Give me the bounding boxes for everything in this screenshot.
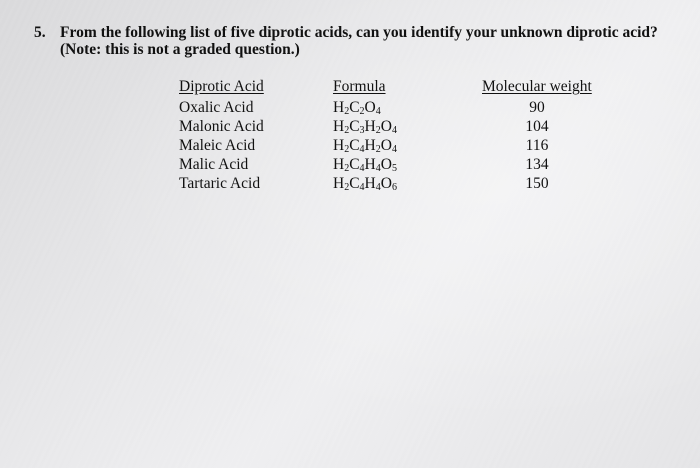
formula-subscript: 4: [359, 144, 365, 155]
formula-element: H: [333, 118, 345, 135]
acid-molecular-weight: 150: [525, 175, 549, 192]
formula-element: C: [349, 137, 360, 154]
formula-element: C: [349, 156, 360, 173]
formula-element: O: [380, 118, 392, 135]
header-molecular-weight: Molecular weight: [482, 78, 592, 95]
formula-subscript: 2: [344, 144, 350, 155]
formula-subscript: 2: [359, 106, 365, 117]
question-line-1: [34, 24, 684, 41]
formula-element: H: [364, 137, 376, 154]
acid-molecular-weight: 104: [525, 118, 549, 135]
acid-name: Tartaric Acid: [179, 175, 261, 192]
acid-formula: [333, 136, 397, 155]
formula-subscript: 2: [375, 144, 381, 155]
acid-name: Malic Acid: [179, 156, 249, 173]
formula-element: O: [380, 137, 392, 154]
formula-subscript: 3: [359, 125, 365, 136]
formula-element: O: [380, 175, 392, 192]
formula-element: H: [364, 118, 376, 135]
question-text: From the following list of five diprotic acids, can you identify your unknown diprotic acid?: [60, 24, 658, 41]
formula-subscript: 4: [359, 182, 365, 193]
header-diprotic-acid: Diprotic Acid: [179, 78, 264, 95]
formula-subscript: 2: [344, 106, 350, 117]
acid-formula: [333, 117, 397, 136]
acid-molecular-weight: 116: [525, 137, 549, 154]
formula-subscript: 4: [375, 182, 381, 193]
acid-molecular-weight: 90: [529, 99, 545, 116]
formula-element: C: [349, 118, 360, 135]
formula-subscript: 5: [391, 163, 397, 174]
formula-subscript: 6: [391, 182, 397, 193]
formula-subscript: 4: [375, 106, 381, 117]
formula-element: C: [349, 175, 360, 192]
formula-subscript: 2: [375, 125, 381, 136]
acid-name: Oxalic Acid: [179, 99, 254, 116]
header-formula: Formula: [333, 78, 386, 95]
question-block: [34, 24, 684, 58]
formula-subscript: 4: [375, 163, 381, 174]
formula-subscript: 2: [344, 125, 350, 136]
formula-element: H: [333, 137, 345, 154]
formula-element: C: [349, 99, 360, 116]
formula-subscript: 4: [391, 144, 397, 155]
formula-element: H: [364, 156, 376, 173]
formula-element: H: [364, 175, 376, 192]
formula-element: H: [333, 99, 345, 116]
formula-subscript: 4: [359, 163, 365, 174]
acid-formula: [333, 98, 381, 117]
formula-element: H: [333, 156, 345, 173]
acid-name: Maleic Acid: [179, 137, 256, 154]
formula-subscript: 4: [391, 125, 397, 136]
question-note: (Note: this is not a graded question.): [60, 41, 300, 58]
acid-name: Malonic Acid: [179, 118, 264, 135]
acid-molecular-weight: 134: [525, 156, 549, 173]
formula-element: O: [380, 156, 392, 173]
formula-element: O: [364, 99, 376, 116]
formula-subscript: 2: [344, 163, 350, 174]
question-number: 5.: [34, 24, 46, 41]
formula-subscript: 2: [344, 182, 350, 193]
acid-formula: [333, 155, 397, 174]
acid-formula: [333, 174, 397, 193]
formula-element: H: [333, 175, 345, 192]
